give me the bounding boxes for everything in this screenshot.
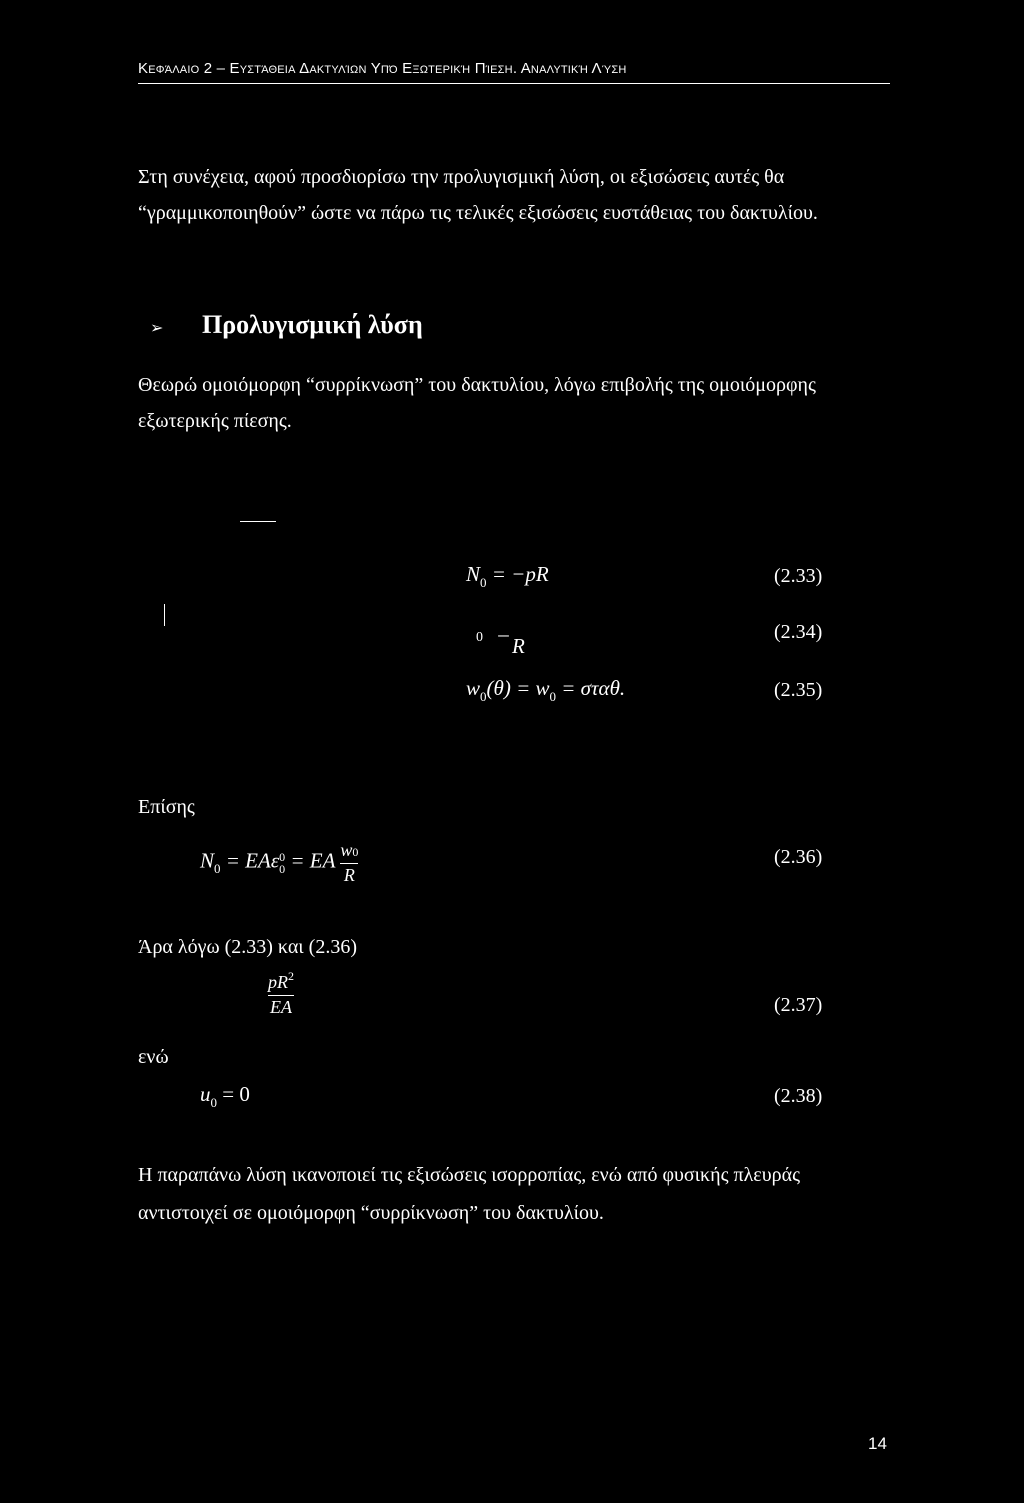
intro-line-2: “γραμμικοποιηθούν” ώστε να πάρω τις τελικές εξισώσεις ευστάθειας του δακτυλίου.	[138, 202, 818, 224]
equation-number-2-35: (2.35)	[774, 679, 823, 701]
section-line-1: Θεωρώ ομοιόμορφη “συρρίκνωση” του δακτυλίου, λόγω επιβολής της ομοιόμορφης	[138, 374, 816, 396]
equation-2-36: $N_0 = EA\varepsilon$ 0 0 = EA $\frac{w0}{R}$	[200, 840, 359, 885]
equation-2-33: $N_0 = -pR$	[466, 562, 549, 590]
scan-artifact-line	[240, 521, 276, 522]
equation-number-2-38: (2.38)	[774, 1085, 823, 1107]
section-line-2: εξωτερικής πίεσης.	[138, 410, 292, 432]
section-title: Προλυγισμική λύση	[202, 310, 423, 339]
equation-2-38: $u_0 = 0$	[200, 1082, 250, 1110]
equation-number-2-37: (2.37)	[774, 994, 823, 1016]
label-also: Επίσης	[138, 796, 195, 818]
equation-number-2-36: (2.36)	[774, 846, 823, 868]
fraction-pR2-over-EA: $\frac{pR^2}{EA}$	[268, 969, 294, 1017]
equation-2-34-denominator: R	[512, 634, 525, 658]
conclusion-line-1: Η παραπάνω λύση ικανοποιεί τις εξισώσεις ισορροπίας, ενώ από φυσικής πλευράς	[138, 1164, 800, 1186]
bullet-arrow-icon: ➢	[150, 320, 164, 337]
page-number: 14	[868, 1434, 887, 1453]
equation-number-2-34: (2.34)	[774, 621, 823, 643]
label-therefore: Άρα λόγω (2.33) και (2.36)	[138, 936, 358, 958]
equation-2-34: 0 –	[476, 622, 509, 646]
scan-artifact-bracket	[164, 604, 165, 626]
label-while: ενώ	[138, 1046, 169, 1068]
fraction-w0-over-R: $\frac{w0}{R}$	[340, 840, 359, 885]
intro-line-1: Στη συνέχεια, αφού προσδιορίσω την προλυγισμική λύση, οι εξισώσεις αυτές θα	[138, 166, 785, 188]
running-header: Κεφάλαιο 2 – Ευστάθεια Δακτυλίων Υπό Εξωτερική Πίεση. Αναλυτική Λύση	[138, 60, 890, 84]
conclusion-line-2: αντιστοιχεί σε ομοιόμορφη “συρρίκνωση” του δακτυλίου.	[138, 1202, 604, 1224]
equation-2-37	[268, 969, 294, 1017]
equation-2-35: $w_0(\theta) = w_0 = \sigma\tau\alpha\theta$.	[466, 676, 626, 704]
equation-number-2-33: (2.33)	[774, 565, 823, 587]
